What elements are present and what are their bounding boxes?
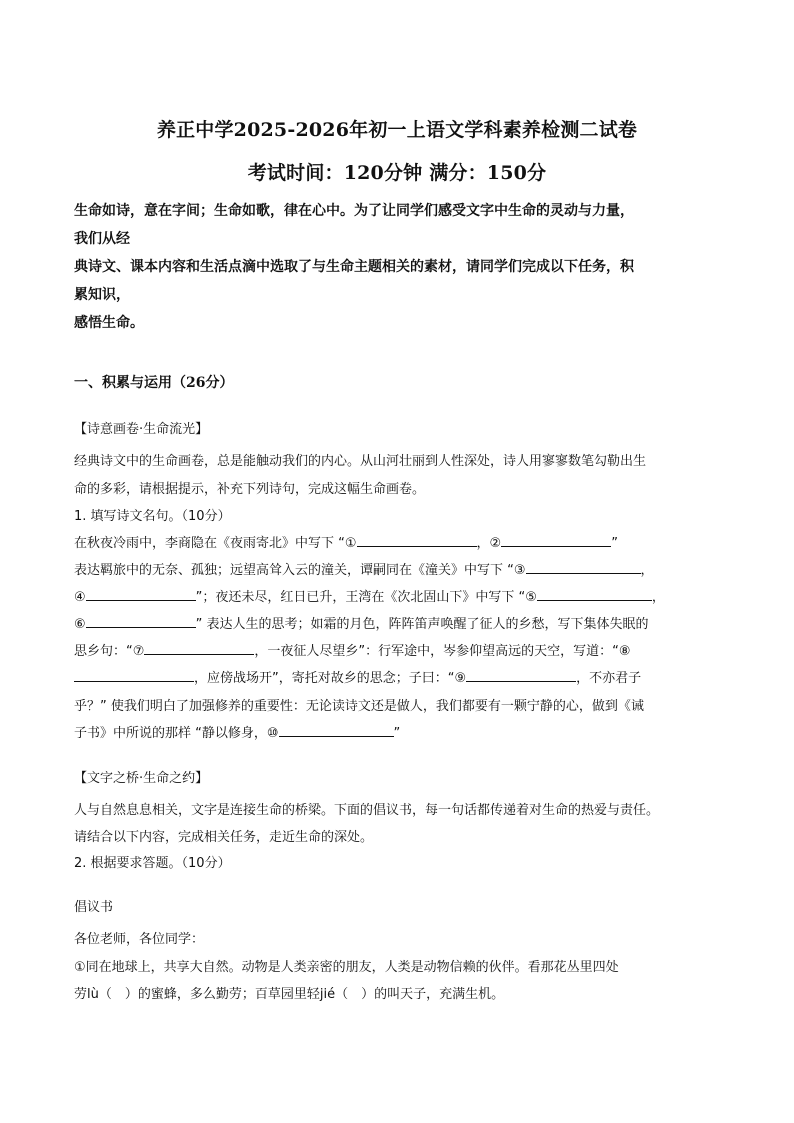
- part1-para-line: 经典诗文中的生命画卷，总是能触动我们的内心。从山河壮丽到人性深处，诗人用寥寥数笔勾勒出生: [74, 454, 647, 469]
- answer-blank-4[interactable]: [86, 586, 196, 601]
- exam-title: 养正中学2025-2026年初一上语文学科素养检测二试卷: [156, 119, 638, 141]
- poem-line-4: ⑥ ” 表达人生的思考；如霜的月色，阵阵笛声唤醒了征人的乡愁，写下集体失眠的: [74, 613, 649, 632]
- question-1-title: 1. 填写诗文名句。（10分）: [74, 509, 231, 524]
- answer-blank-9[interactable]: [466, 667, 576, 682]
- intro-line: 累知识，: [74, 287, 130, 303]
- intro-line: 我们从经: [74, 231, 130, 247]
- answer-blank-10[interactable]: [279, 722, 394, 737]
- answer-blank-1[interactable]: [357, 532, 477, 547]
- intro-line: 典诗文、课本内容和生活点滴中选取了与生命主题相关的素材，请同学们完成以下任务，积: [74, 259, 634, 275]
- answer-blank-6[interactable]: [86, 613, 196, 628]
- section-heading: 一、积累与运用（26分）: [74, 375, 234, 391]
- part2-para-line: 人与自然息息相关，文字是连接生命的桥梁。下面的倡议书，每一句话都传递着对生命的热爱与责任。: [74, 803, 660, 818]
- letter-greeting: 各位老师，各位同学：: [74, 932, 205, 947]
- letter-paragraph-line: 劳lù（ ）的蜜蜂，多么勤劳；百草园里轻jié（ ）的叫天子，充满生机。: [74, 987, 505, 1002]
- letter-paragraph-line: ①同在地球上，共享大自然。动物是人类亲密的朋友，人类是动物信赖的伙伴。看那花丛里四处: [74, 960, 619, 975]
- answer-blank-2[interactable]: [501, 532, 611, 547]
- poem-line-2: 表达羁旅中的无奈、孤独；远望高耸入云的潼关，谭嗣同在《潼关》中写下 “③ ，: [74, 559, 654, 578]
- poem-line-7: 乎？” 使我们明白了加强修养的重要性：无论读诗文还是做人，我们都要有一颗宁静的心，做到《诫: [74, 699, 644, 714]
- poem-line-6: ，应傍战场开”，寄托对故乡的思念；子曰：“⑨ ，不亦君子: [74, 667, 641, 686]
- answer-blank-8[interactable]: [74, 667, 194, 682]
- intro-line: 感悟生命。: [74, 315, 144, 331]
- question-2-title: 2. 根据要求答题。（10分）: [74, 856, 231, 871]
- answer-blank-3[interactable]: [526, 559, 641, 574]
- answer-blank-5[interactable]: [537, 586, 652, 601]
- intro-line: 生命如诗，意在字间；生命如歌，律在心中。为了让同学们感受文字中生命的灵动与力量，: [74, 203, 634, 219]
- poem-line-8: 子书》中所说的那样 “静以修身，⑩ ”: [74, 722, 400, 741]
- poem-line-3: ④ ”；夜还未尽，红日已升，王湾在《次北固山下》中写下 “⑤ ，: [74, 586, 665, 605]
- poem-line-5: 思乡句：“⑦ ，一夜征人尽望乡”：行军途中，岑参仰望高远的天空，写道：“⑧: [74, 640, 631, 659]
- letter-title: 倡议书: [74, 900, 114, 915]
- part1-heading: 【诗意画卷·生命流光】: [74, 422, 209, 437]
- intro-paragraph: [74, 197, 724, 337]
- exam-subtitle: 考试时间：120分钟 满分：150分: [247, 162, 547, 184]
- answer-blank-7[interactable]: [144, 640, 254, 655]
- part2-heading: 【文字之桥·生命之约】: [74, 771, 209, 786]
- poem-line-1: 在秋夜冷雨中，李商隐在《夜雨寄北》中写下 “① ，② ”: [74, 532, 618, 551]
- part1-para-line: 命的多彩，请根据提示，补充下列诗句，完成这幅生命画卷。: [74, 482, 426, 497]
- part2-para-line: 请结合以下内容，完成相关任务，走近生命的深处。: [74, 830, 374, 845]
